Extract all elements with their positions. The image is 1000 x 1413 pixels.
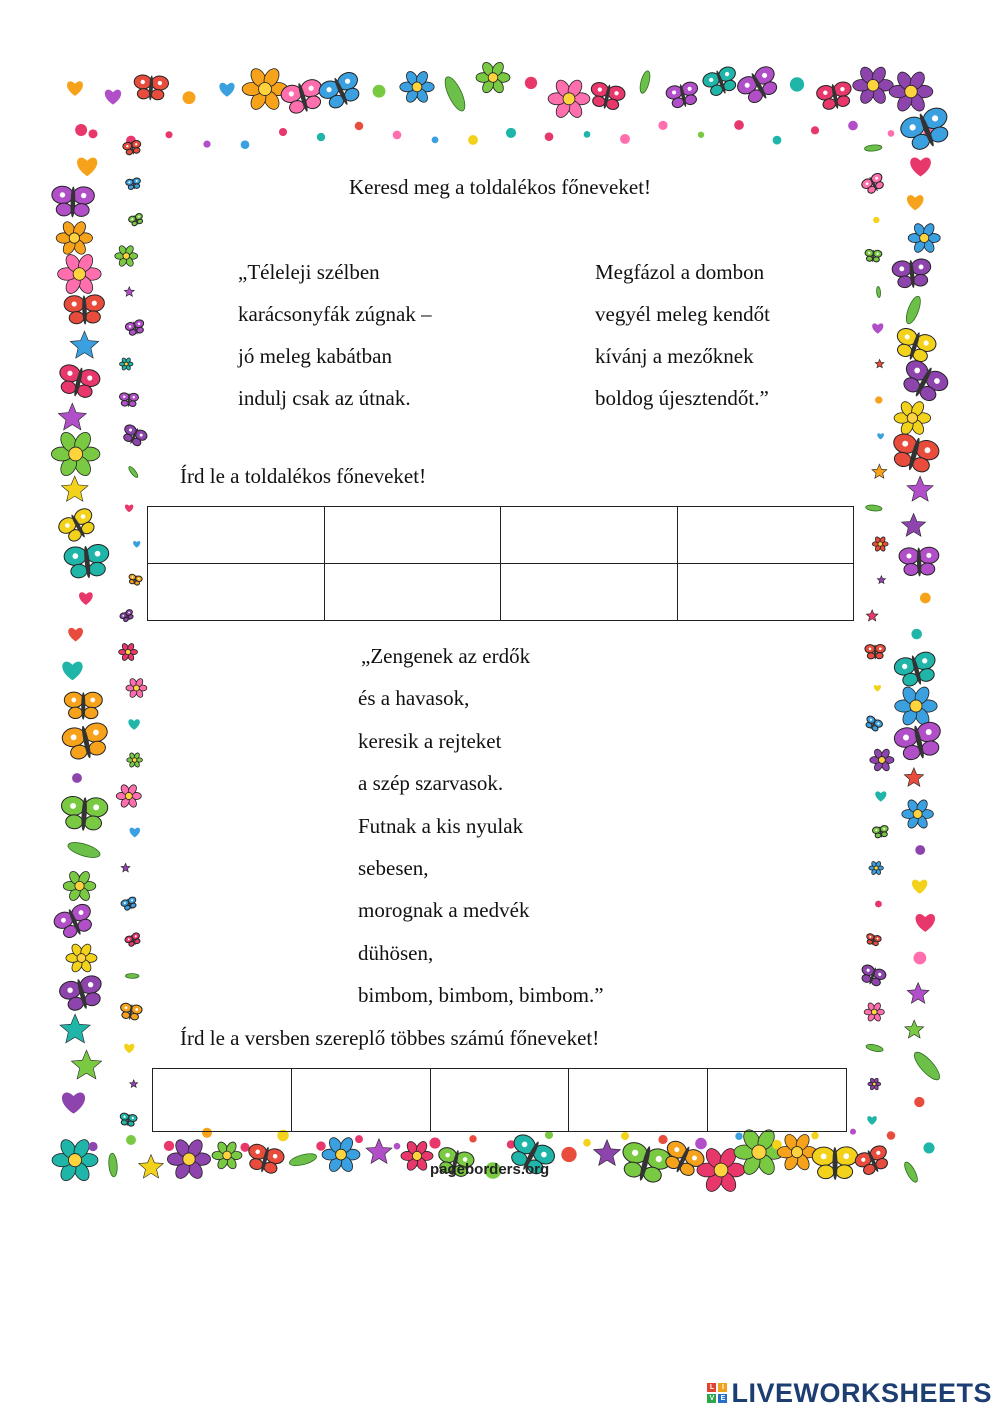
leaf-icon	[902, 1160, 920, 1183]
butterfly-icon	[122, 140, 142, 157]
butterfly-icon	[316, 69, 365, 113]
star-icon	[594, 1140, 621, 1166]
heart-icon	[105, 90, 121, 105]
leaf-icon	[441, 74, 469, 113]
heart-icon	[874, 685, 881, 692]
dot-icon	[915, 845, 925, 855]
flower-icon	[212, 1140, 242, 1170]
butterfly-icon	[60, 721, 112, 763]
butterfly-icon	[56, 506, 100, 547]
poem-line: morognak a medvék	[358, 898, 530, 923]
dot-icon	[920, 593, 931, 604]
answer-grid-2	[152, 1068, 847, 1132]
flower-icon	[869, 861, 883, 876]
butterfly-icon	[124, 319, 146, 337]
butterfly-icon	[64, 295, 105, 326]
poem-line: Megfázol a dombon	[595, 260, 765, 284]
dot-icon	[469, 1135, 476, 1142]
flower-icon	[864, 1002, 884, 1022]
butterfly-icon	[128, 213, 145, 228]
flower-icon	[853, 65, 893, 106]
poem-line: boldog újesztendőt.”	[595, 386, 769, 410]
star-icon	[366, 1139, 392, 1164]
butterfly-icon	[588, 81, 627, 113]
answer-cell[interactable]	[324, 564, 501, 621]
butterfly-icon	[896, 357, 951, 407]
star-icon	[130, 1080, 138, 1088]
butterfly-icon	[63, 543, 111, 580]
butterfly-icon	[60, 796, 108, 832]
butterfly-icon	[665, 81, 701, 111]
flower-icon	[116, 783, 141, 808]
butterfly-icon	[124, 932, 143, 948]
flower-icon	[872, 536, 888, 552]
leaf-icon	[911, 1049, 944, 1084]
butterfly-icon	[617, 1140, 673, 1187]
leaf-icon	[876, 286, 881, 297]
dot-icon	[873, 217, 879, 223]
butterfly-icon	[891, 258, 932, 290]
dot-icon	[88, 129, 97, 138]
heart-icon	[68, 628, 83, 642]
leaf-icon	[638, 70, 652, 94]
dot-icon	[658, 1135, 667, 1144]
task1-instruction: Írd le a toldalékos főneveket!	[180, 464, 427, 488]
butterfly-icon	[119, 609, 135, 624]
butterfly-icon	[127, 574, 142, 587]
logo-letter: I	[718, 1383, 727, 1392]
answer-cell[interactable]	[501, 507, 678, 564]
heart-icon	[124, 1044, 134, 1053]
flower-icon	[66, 942, 97, 973]
star-icon	[902, 513, 926, 536]
butterfly-icon	[865, 933, 882, 947]
logo-letter: L	[707, 1383, 716, 1392]
butterfly-icon	[887, 431, 941, 476]
flower-icon	[56, 220, 92, 257]
dot-icon	[584, 131, 591, 138]
dot-icon	[545, 1131, 553, 1139]
dot-icon	[620, 134, 630, 144]
dot-icon	[126, 1135, 136, 1145]
poem2-stanza	[358, 635, 604, 1017]
leaf-icon	[865, 1043, 883, 1053]
dot-icon	[875, 396, 882, 403]
flower-icon	[895, 685, 937, 728]
dot-icon	[887, 1131, 896, 1140]
dot-icon	[506, 128, 516, 138]
flower-icon	[58, 252, 102, 296]
answer-cell[interactable]	[324, 507, 501, 564]
poem-line: bimbom, bimbom, bimbom.”	[358, 983, 604, 1008]
task2-instruction: Írd le a versben szereplő többes számú főneveket!	[180, 1026, 600, 1050]
dot-icon	[75, 124, 87, 136]
star-icon	[907, 983, 929, 1004]
dot-icon	[698, 132, 704, 138]
dot-icon	[317, 133, 325, 141]
answer-cell[interactable]	[677, 564, 854, 621]
heart-icon	[130, 828, 141, 838]
dot-icon	[316, 1141, 325, 1150]
dot-icon	[203, 141, 210, 148]
dot-icon	[850, 1129, 856, 1135]
liveworksheets-brand	[707, 1377, 992, 1409]
leaf-icon	[125, 974, 138, 979]
butterfly-icon	[812, 1147, 858, 1180]
dot-icon	[241, 140, 250, 149]
answer-cell[interactable]	[148, 564, 325, 621]
dot-icon	[848, 121, 858, 131]
dot-icon	[432, 136, 439, 143]
dot-icon	[355, 1135, 363, 1143]
dot-icon	[914, 1097, 924, 1107]
answer-cell[interactable]	[569, 1069, 708, 1132]
poem1-right-stanza	[595, 251, 770, 419]
heart-icon	[133, 541, 140, 548]
dot-icon	[545, 132, 554, 141]
dot-icon	[561, 1147, 576, 1162]
dot-icon	[875, 901, 882, 908]
heart-icon	[62, 662, 82, 681]
flower-icon	[120, 357, 133, 371]
butterfly-icon	[865, 644, 886, 659]
star-icon	[121, 863, 130, 872]
poem1-left-stanza	[238, 251, 432, 419]
leaf-icon	[108, 1153, 118, 1177]
answer-cell[interactable]	[153, 1069, 292, 1132]
poem-line: dühösen,	[358, 940, 434, 965]
poem-line: keresik a rejteket	[358, 728, 502, 753]
star-icon	[62, 476, 89, 501]
dot-icon	[583, 1139, 591, 1147]
leaf-icon	[865, 504, 882, 512]
flower-icon	[126, 677, 147, 698]
poem-line: a szép szarvasok.	[358, 771, 504, 796]
leaf-icon	[903, 295, 923, 326]
star-icon	[905, 1020, 924, 1038]
flower-icon	[51, 430, 99, 479]
dot-icon	[164, 1141, 174, 1151]
heart-icon	[877, 433, 884, 439]
dot-icon	[621, 1132, 629, 1140]
flower-icon	[889, 70, 933, 114]
dot-icon	[394, 1143, 401, 1150]
dot-icon	[911, 629, 921, 639]
butterfly-icon	[133, 74, 169, 101]
answer-cell[interactable]	[148, 507, 325, 564]
flower-icon	[868, 1078, 881, 1091]
dot-icon	[88, 1142, 97, 1151]
butterfly-icon	[244, 1142, 285, 1176]
liveworksheets-logo-icon	[707, 1383, 727, 1403]
poem-line: „Téleleji szélben	[238, 260, 380, 284]
butterfly-icon	[892, 650, 940, 690]
flower-icon	[63, 870, 96, 903]
flower-icon	[127, 752, 143, 768]
dot-icon	[525, 77, 537, 89]
butterfly-icon	[891, 326, 938, 366]
dot-icon	[468, 135, 478, 145]
dot-icon	[165, 131, 172, 138]
butterfly-icon	[863, 715, 884, 734]
butterfly-icon	[858, 963, 887, 988]
dot-icon	[923, 1142, 934, 1153]
answer-cell[interactable]	[677, 507, 854, 564]
flower-icon	[322, 1135, 360, 1173]
dot-icon	[888, 130, 895, 137]
heart-icon	[125, 505, 133, 513]
flower-icon	[119, 642, 138, 661]
flower-icon	[902, 798, 934, 830]
heart-icon	[872, 323, 883, 333]
logo-letter: E	[718, 1394, 727, 1403]
butterfly-icon	[872, 825, 890, 839]
flower-icon	[242, 66, 288, 112]
butterfly-icon	[701, 65, 741, 100]
butterfly-icon	[734, 63, 783, 108]
heart-icon	[77, 158, 97, 177]
dot-icon	[429, 1138, 440, 1149]
poem-line: jó meleg kabátban	[238, 344, 392, 368]
star-icon	[904, 768, 923, 787]
butterfly-icon	[119, 1113, 138, 1128]
flower-icon	[115, 244, 138, 267]
star-icon	[877, 576, 885, 584]
flower-icon	[476, 60, 510, 94]
butterfly-icon	[279, 77, 327, 117]
star-icon	[875, 359, 884, 367]
flower-icon	[400, 70, 434, 105]
answer-cell[interactable]	[708, 1069, 847, 1132]
heart-icon	[875, 791, 886, 801]
dot-icon	[72, 773, 82, 783]
leaf-icon	[288, 1151, 317, 1168]
heart-icon	[62, 1092, 85, 1113]
dot-icon	[734, 120, 744, 130]
butterfly-icon	[58, 974, 107, 1015]
leaf-icon	[864, 144, 882, 152]
star-icon	[124, 287, 134, 297]
dot-icon	[373, 85, 386, 98]
dot-icon	[790, 77, 804, 91]
butterfly-icon	[892, 720, 945, 764]
heart-icon	[912, 880, 927, 894]
heart-icon	[219, 83, 234, 97]
flower-icon	[894, 400, 931, 437]
butterfly-icon	[120, 423, 149, 449]
star-icon	[872, 464, 887, 478]
star-icon	[866, 610, 878, 621]
worksheet-title: Keresd meg a toldalékos főneveket!	[348, 175, 652, 199]
answer-grid-1	[147, 506, 854, 621]
poem-line: „Zengenek az erdők	[361, 644, 531, 668]
answer-cell[interactable]	[501, 564, 678, 621]
dot-icon	[393, 131, 402, 140]
flower-icon	[870, 748, 894, 772]
dot-icon	[773, 136, 782, 145]
butterfly-icon	[119, 393, 139, 408]
heart-icon	[916, 914, 935, 932]
butterfly-icon	[64, 692, 102, 720]
heart-icon	[79, 592, 93, 605]
heart-icon	[67, 81, 83, 96]
flower-icon	[401, 1140, 433, 1172]
butterfly-icon	[55, 363, 101, 401]
poem-line: sebesen,	[358, 855, 429, 880]
butterfly-icon	[815, 80, 854, 112]
heart-icon	[128, 719, 139, 730]
dot-icon	[279, 128, 287, 136]
dot-icon	[811, 126, 819, 134]
heart-icon	[910, 157, 931, 176]
poem-line: kívánj a mezőknek	[595, 344, 754, 368]
brand-name: LIVEWORKSHEETS	[731, 1377, 992, 1408]
leaf-icon	[66, 840, 101, 861]
heart-icon	[867, 1116, 877, 1125]
dot-icon	[183, 91, 196, 104]
star-icon	[58, 403, 86, 430]
flower-icon	[548, 78, 590, 120]
star-icon	[71, 1050, 101, 1079]
flower-icon	[908, 222, 940, 254]
star-icon	[139, 1155, 164, 1178]
logo-letter: V	[707, 1394, 716, 1403]
dot-icon	[811, 1132, 818, 1139]
star-icon	[70, 331, 98, 358]
dot-icon	[735, 1132, 742, 1139]
poem-line: és a havasok,	[358, 686, 470, 711]
butterfly-icon	[52, 902, 98, 943]
leaf-icon	[127, 465, 139, 478]
dot-icon	[695, 1138, 707, 1150]
butterfly-icon	[899, 547, 940, 577]
dot-icon	[913, 952, 926, 965]
flower-icon	[167, 1137, 210, 1181]
border-credit: pageborders.org	[430, 1161, 550, 1178]
dot-icon	[658, 121, 667, 130]
poem-line: karácsonyfák zúgnak –	[238, 302, 432, 326]
poem-line: Futnak a kis nyulak	[358, 813, 524, 838]
butterfly-icon	[898, 105, 956, 156]
answer-cell[interactable]	[430, 1069, 569, 1132]
butterfly-icon	[853, 1143, 893, 1179]
answer-cell[interactable]	[291, 1069, 430, 1132]
poem-line: vegyél meleg kendőt	[595, 302, 770, 326]
flower-icon	[777, 1132, 817, 1172]
star-icon	[60, 1014, 90, 1043]
dot-icon	[240, 1143, 249, 1152]
butterfly-icon	[119, 1003, 143, 1022]
poem-line: indulj csak az útnak.	[238, 386, 411, 410]
star-icon	[907, 476, 933, 501]
dot-icon	[355, 122, 363, 130]
butterfly-icon	[864, 249, 882, 263]
butterfly-icon	[120, 896, 138, 912]
